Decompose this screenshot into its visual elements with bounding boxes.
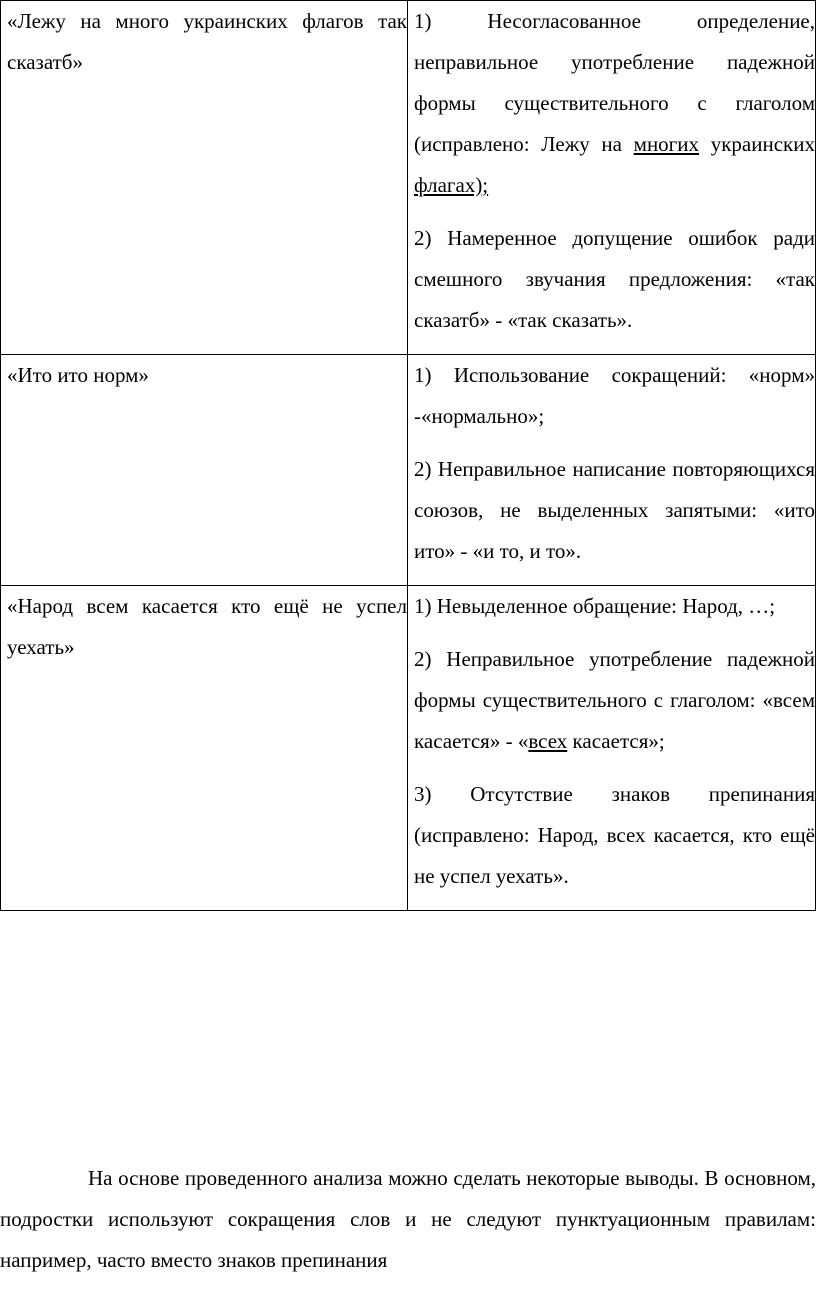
table-row [1,1,816,355]
error-item: 1) Использование сокращений: «норм» -«нормально»; [414,363,815,428]
errors-cell [408,1,816,355]
errors-cell [408,355,816,586]
table-row [1,355,816,586]
error-item: 2) Намеренное допущение ошибок ради смешного звучания предложения: «так сказатб» - «так сказать». [414,226,815,332]
error-item: 2) Неправильное написание повторяющихся союзов, не выделенных запятыми: «ито ито» - «и то, и то». [414,457,815,563]
phrase-cell: «Ито ито норм» [1,355,408,586]
phrase-cell: «Народ всем касается кто ещё не успел уехать» [1,586,408,911]
conclusion-paragraph: На основе проведенного анализа можно сделать некоторые выводы. В основном, подростки используют сокращения слов и не следуют пунктуационным правилам: например, часто вместо знаков препинания [0,1166,816,1272]
phrase-cell: «Лежу на много украинских флагов так сказатб» [1,1,408,355]
underlined-word: флагах); [414,173,489,197]
error-item: 1) Несогласованное определение, неправильное употребление падежной формы существительного с глаголом (исправлено: Лежу на многих украинских флагах); [414,9,815,197]
errors-cell [408,586,816,911]
error-item: 2) Неправильное употребление падежной формы существительного с глаголом: «всем касается» - «всех касается»; [414,647,815,753]
error-item: 3) Отсутствие знаков препинания (исправлено: Народ, всех касается, кто ещё не успел уехать». [414,782,815,888]
underlined-word: всех [528,729,568,753]
table-row [1,586,816,911]
error-item: 1) Невыделенное обращение: Народ, …; [414,594,776,618]
underlined-word: многих [633,132,700,156]
